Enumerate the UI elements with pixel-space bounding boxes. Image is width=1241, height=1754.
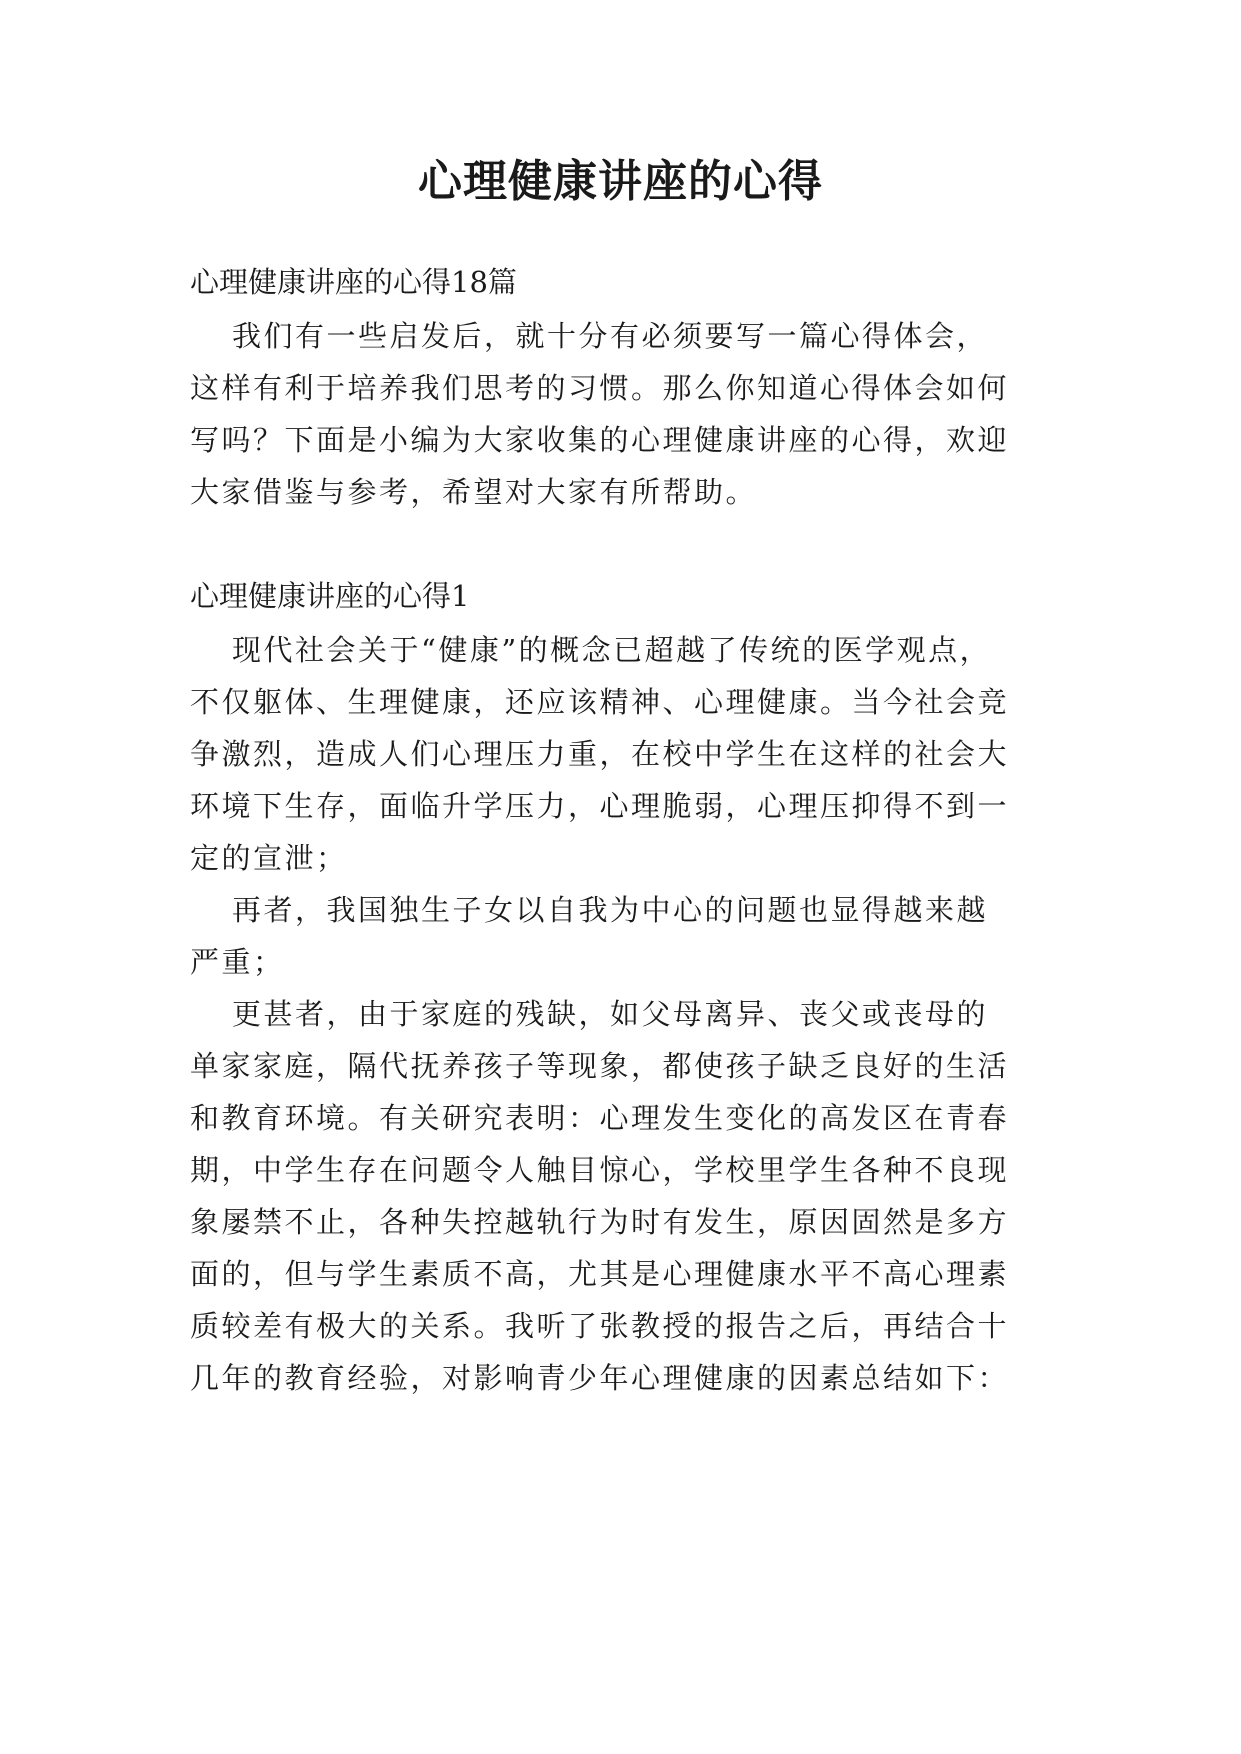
body-line: 定的宣泄； (190, 841, 348, 875)
intro-line: 大家借鉴与参考，希望对大家有所帮助。 (190, 475, 758, 509)
body-line: 期，中学生存在问题令人触目惊心，学校里学生各种不良现 (190, 1153, 1010, 1187)
intro-line: 写吗？下面是小编为大家收集的心理健康讲座的心得，欢迎 (190, 423, 1010, 457)
page-title: 心理健康讲座的心得 (418, 156, 823, 207)
body-line: 象屡禁不止，各种失控越轨行为时有发生，原因固然是多方 (190, 1205, 1010, 1239)
body-line: 现代社会关于“健康”的概念已超越了传统的医学观点， (232, 633, 992, 667)
body-line: 更甚者，由于家庭的残缺，如父母离异、丧父或丧母的 (232, 997, 989, 1031)
body-line: 和教育环境。有关研究表明：心理发生变化的高发区在青春 (190, 1101, 1010, 1135)
body-line: 再者，我国独生子女以自我为中心的问题也显得越来越 (232, 893, 989, 927)
section-heading: 心理健康讲座的心得1 (190, 579, 470, 613)
body-line: 不仅躯体、生理健康，还应该精神、心理健康。当今社会竞 (190, 685, 1010, 719)
intro-line: 这样有利于培养我们思考的习惯。那么你知道心得体会如何 (190, 371, 1010, 405)
body-line: 单家家庭，隔代抚养孩子等现象，都使孩子缺乏良好的生活 (190, 1049, 1010, 1083)
body-line: 几年的教育经验，对影响青少年心理健康的因素总结如下： (190, 1361, 1010, 1395)
intro-line: 我们有一些启发后，就十分有必须要写一篇心得体会， (232, 319, 989, 353)
body-line: 面的，但与学生素质不高，尤其是心理健康水平不高心理素 (190, 1257, 1010, 1291)
document-subtitle: 心理健康讲座的心得18篇 (190, 265, 517, 299)
body-line: 严重； (190, 945, 285, 979)
body-line: 质较差有极大的关系。我听了张教授的报告之后，再结合十 (190, 1309, 1010, 1343)
body-line: 争激烈，造成人们心理压力重，在校中学生在这样的社会大 (190, 737, 1010, 771)
body-line: 环境下生存，面临升学压力，心理脆弱，心理压抑得不到一 (190, 789, 1010, 823)
